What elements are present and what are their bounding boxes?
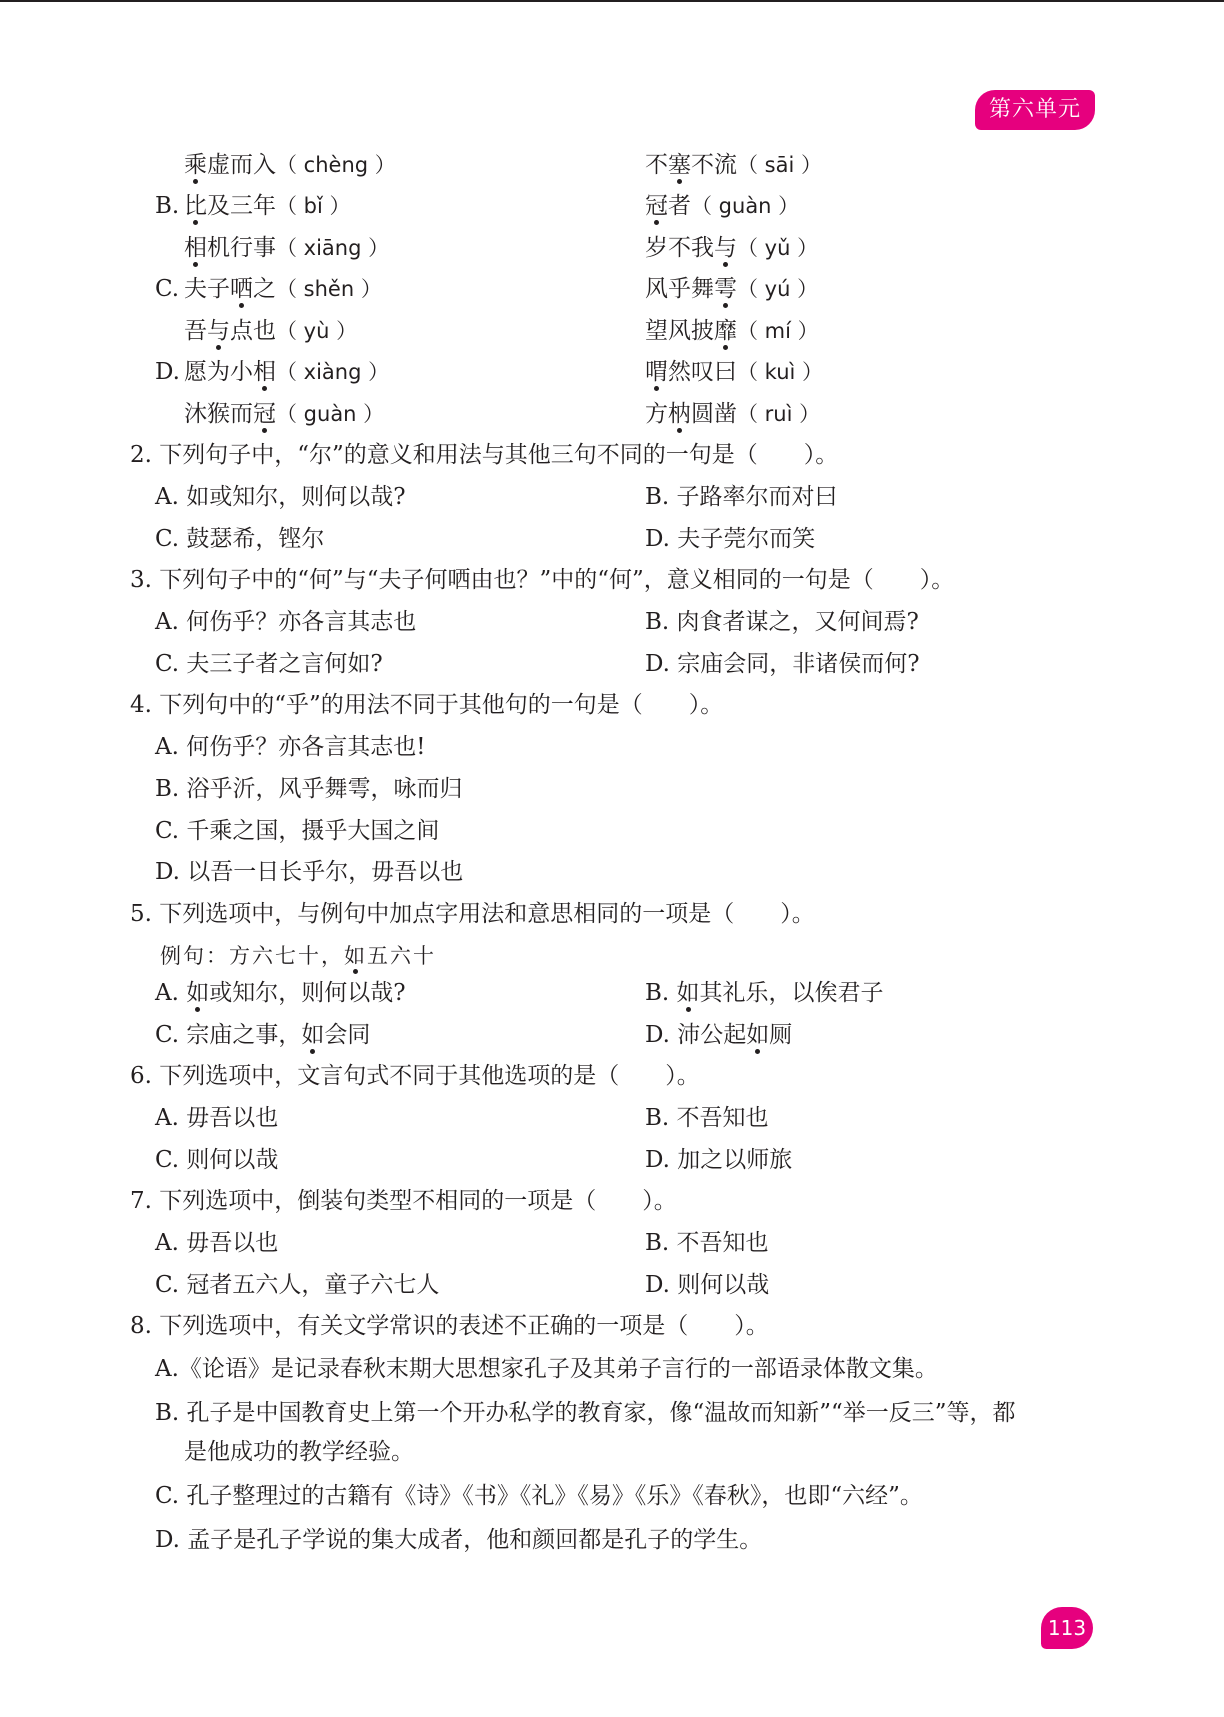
q3-option-d: D. 宗庙会同，非诸侯而何? [645,651,920,677]
q1-c1-right: 风乎舞雩（ yú ） [645,276,819,302]
q1-d2-left: 沐猴而冠（ guàn ） [184,401,385,427]
q7-option-b: B. 不吾知也 [645,1230,769,1256]
q3-option-a: A. 何伤乎？亦各言其志也 [155,609,417,635]
q5-option-b: B. 如其礼乐，以俟君子 [645,980,884,1006]
q6-option-a: A. 毋吾以也 [155,1105,279,1131]
q5-option-d: D. 沛公起如厕 [645,1022,793,1048]
q8-option-c: C. 孔子整理过的古籍有《诗》《书》《礼》《易》《乐》《春秋》，也即“六经”。 [155,1483,923,1509]
q4-option-a: A. 何伤乎？亦各言其志也! [155,734,426,760]
q1-b2-left: 相机行事（ xiāng ） [184,235,390,261]
q5-stem: 5. 下列选项中，与例句中加点字用法和意思相同的一项是（ ）。 [130,901,815,927]
q5-option-c: C. 宗庙之事，如会同 [155,1022,371,1048]
q7-option-a: A. 毋吾以也 [155,1230,279,1256]
q5-example: 例句：方六七十，如五六十 [160,944,436,968]
q4-option-d: D. 以吾一日长乎尔，毋吾以也 [155,859,464,885]
q5-option-a: A. 如或知尔，则何以哉? [155,980,406,1006]
q2-option-c: C. 鼓瑟希，铿尔 [155,526,325,552]
q1-b2-right: 岁不我与（ yǔ ） [645,235,819,261]
q4-stem: 4. 下列句中的“乎”的用法不同于其他句的一句是（ ）。 [130,692,724,718]
q8-stem: 8. 下列选项中，有关文学常识的表述不正确的一项是（ ）。 [130,1313,769,1339]
q1-b1-right: 冠者（ guàn ） [645,193,800,219]
q1-d2-right: 方枘圆凿（ ruì ） [645,401,821,427]
q3-stem: 3. 下列句子中的“何”与“夫子何哂由也？”中的“何”，意义相同的一句是（ ）。 [130,567,955,593]
q2-option-b: B. 子路率尔而对曰 [645,484,838,510]
q1-d-label: D. [155,359,180,385]
q6-option-d: D. 加之以师旅 [645,1147,793,1173]
q8-option-a: A.《论语》是记录春秋末期大思想家孔子及其弟子言行的一部语录体散文集。 [155,1356,938,1382]
q1-c2-left: 吾与点也（ yù ） [184,318,358,344]
q4-option-c: C. 千乘之国，摄乎大国之间 [155,818,440,844]
q1-c1-left: 夫子哂之（ shěn ） [184,276,382,302]
q1-a-right: 不塞不流（ sāi ） [645,152,822,178]
q7-stem: 7. 下列选项中，倒装句类型不相同的一项是（ ）。 [130,1188,677,1214]
q1-b-label: B. [155,193,180,219]
q1-a-left: 乘虚而入（ chèng ） [184,152,396,178]
q6-option-b: B. 不吾知也 [645,1105,769,1131]
unit-tab: 第六单元 [975,90,1095,130]
q6-stem: 6. 下列选项中，文言句式不同于其他选项的是（ ）。 [130,1063,700,1089]
q2-option-a: A. 如或知尔，则何以哉? [155,484,406,510]
q7-option-d: D. 则何以哉 [645,1272,770,1298]
q8-option-b-line1: B. 孔子是中国教育史上第一个开办私学的教育家，像“温故而知新”“举一反三”等，都 [155,1400,1016,1426]
q3-option-b: B. 肉食者谋之，又何间焉? [645,609,919,635]
q1-b1-left: 比及三年（ bǐ ） [184,193,351,219]
q1-d1-left: 愿为小相（ xiàng ） [184,359,390,385]
top-rule [0,0,1224,2]
q2-stem: 2. 下列句子中，“尔”的意义和用法与其他三句不同的一句是（ ）。 [130,442,839,468]
q6-option-c: C. 则何以哉 [155,1147,279,1173]
q1-c-label: C. [155,276,180,302]
q3-option-c: C. 夫三子者之言何如? [155,651,383,677]
q2-option-d: D. 夫子莞尔而笑 [645,526,816,552]
q8-option-d: D. 孟子是孔子学说的集大成者，他和颜回都是孔子的学生。 [155,1527,763,1553]
page-number: 113 [1041,1607,1093,1649]
q4-option-b: B. 浴乎沂，风乎舞雩，咏而归 [155,776,463,802]
q1-d1-right: 喟然叹曰（ kuì ） [645,359,824,385]
q1-c2-right: 望风披靡（ mí ） [645,318,819,344]
q8-option-b-line2: 是他成功的教学经验。 [184,1439,414,1465]
q7-option-c: C. 冠者五六人，童子六七人 [155,1272,440,1298]
